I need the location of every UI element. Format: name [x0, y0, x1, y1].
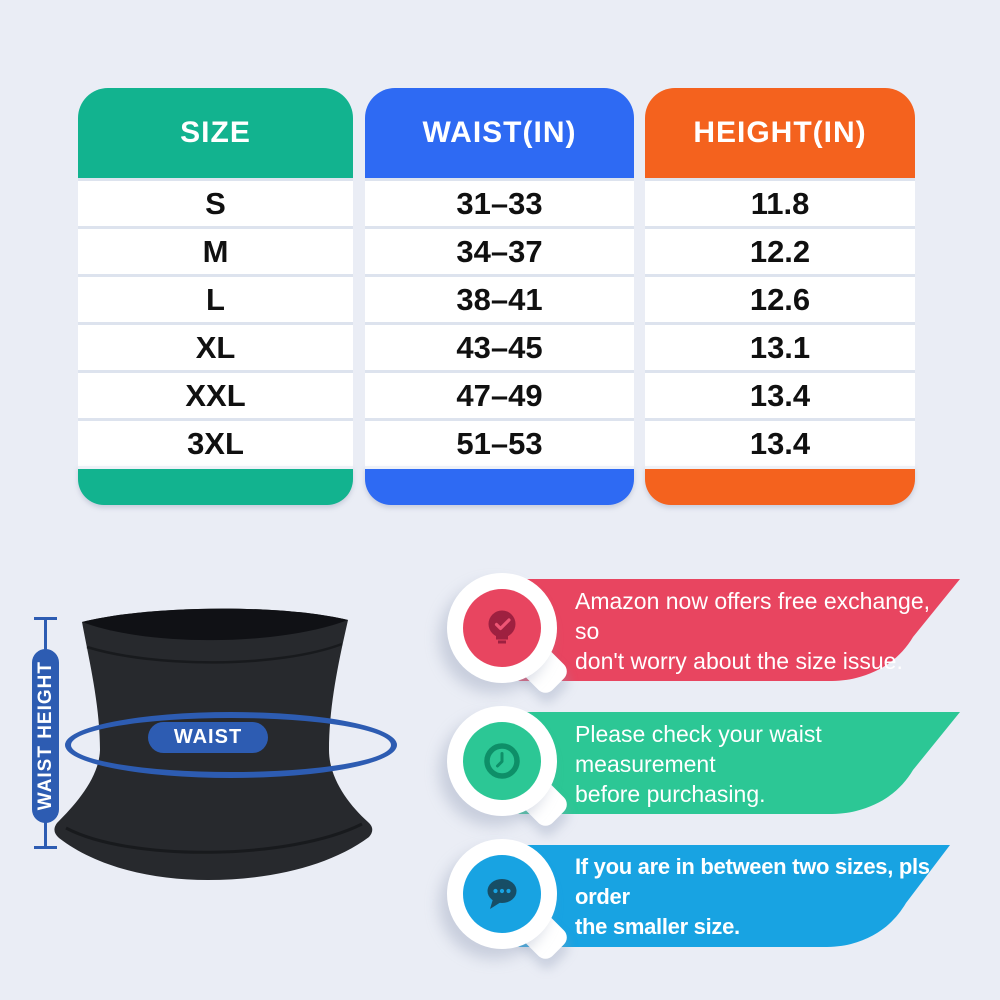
size-table [78, 88, 915, 505]
height-column [645, 88, 915, 505]
chat-dots-icon [479, 871, 525, 917]
tip-text-line: If you are in between two sizes, pls order [575, 854, 930, 909]
waist-trainer-illustration [30, 600, 440, 900]
tip-text-line: Amazon now offers free exchange, so [575, 588, 931, 644]
size-column-header: SIZE [78, 88, 353, 178]
size-cell: L [78, 274, 353, 322]
tip-text-line: don't worry about the size issue. [575, 648, 903, 674]
tip-text-line: the smaller size. [575, 914, 740, 939]
tip-banner-between-sizes [440, 845, 985, 949]
height-column-header: HEIGHT(IN) [645, 88, 915, 178]
waist-cell: 47–49 [365, 370, 634, 418]
height-column-footer-bar [645, 466, 915, 505]
badge-circle [447, 839, 557, 949]
tip-banner-free-exchange [440, 579, 985, 683]
waist-column-header: WAIST(IN) [365, 88, 634, 178]
height-cell: 11.8 [645, 178, 915, 226]
tip-banner-check-measurement [440, 712, 985, 816]
height-cell: 13.1 [645, 322, 915, 370]
size-column [78, 88, 353, 505]
tip-text [575, 852, 935, 942]
tip-badge [447, 706, 557, 816]
waist-label-pill: WAIST [148, 722, 268, 753]
size-cell: M [78, 226, 353, 274]
waist-cell: 34–37 [365, 226, 634, 274]
waist-cell: 38–41 [365, 274, 634, 322]
size-cell: XXL [78, 370, 353, 418]
size-cell: XL [78, 322, 353, 370]
clock-icon [479, 738, 525, 784]
height-cell: 12.2 [645, 226, 915, 274]
lightbulb-check-icon [479, 605, 525, 651]
tip-text-line: Please check your waist measurement [575, 721, 822, 777]
waist-cell: 51–53 [365, 418, 634, 466]
tip-text [575, 586, 935, 676]
badge-circle [447, 706, 557, 816]
tip-badge [447, 573, 557, 683]
size-cell: 3XL [78, 418, 353, 466]
waist-cell: 43–45 [365, 322, 634, 370]
waist-column [365, 88, 634, 505]
size-cell: S [78, 178, 353, 226]
height-cell: 13.4 [645, 370, 915, 418]
height-cell: 12.6 [645, 274, 915, 322]
waist-height-label-pill [32, 649, 59, 823]
badge-circle [447, 573, 557, 683]
waist-column-footer-bar [365, 466, 634, 505]
height-cell: 13.4 [645, 418, 915, 466]
tip-badge [447, 839, 557, 949]
size-column-footer-bar [78, 466, 353, 505]
waist-cell: 31–33 [365, 178, 634, 226]
tip-text-line: before purchasing. [575, 781, 766, 807]
tip-text [575, 719, 935, 809]
waist-height-label: WAIST HEIGHT [34, 661, 56, 811]
